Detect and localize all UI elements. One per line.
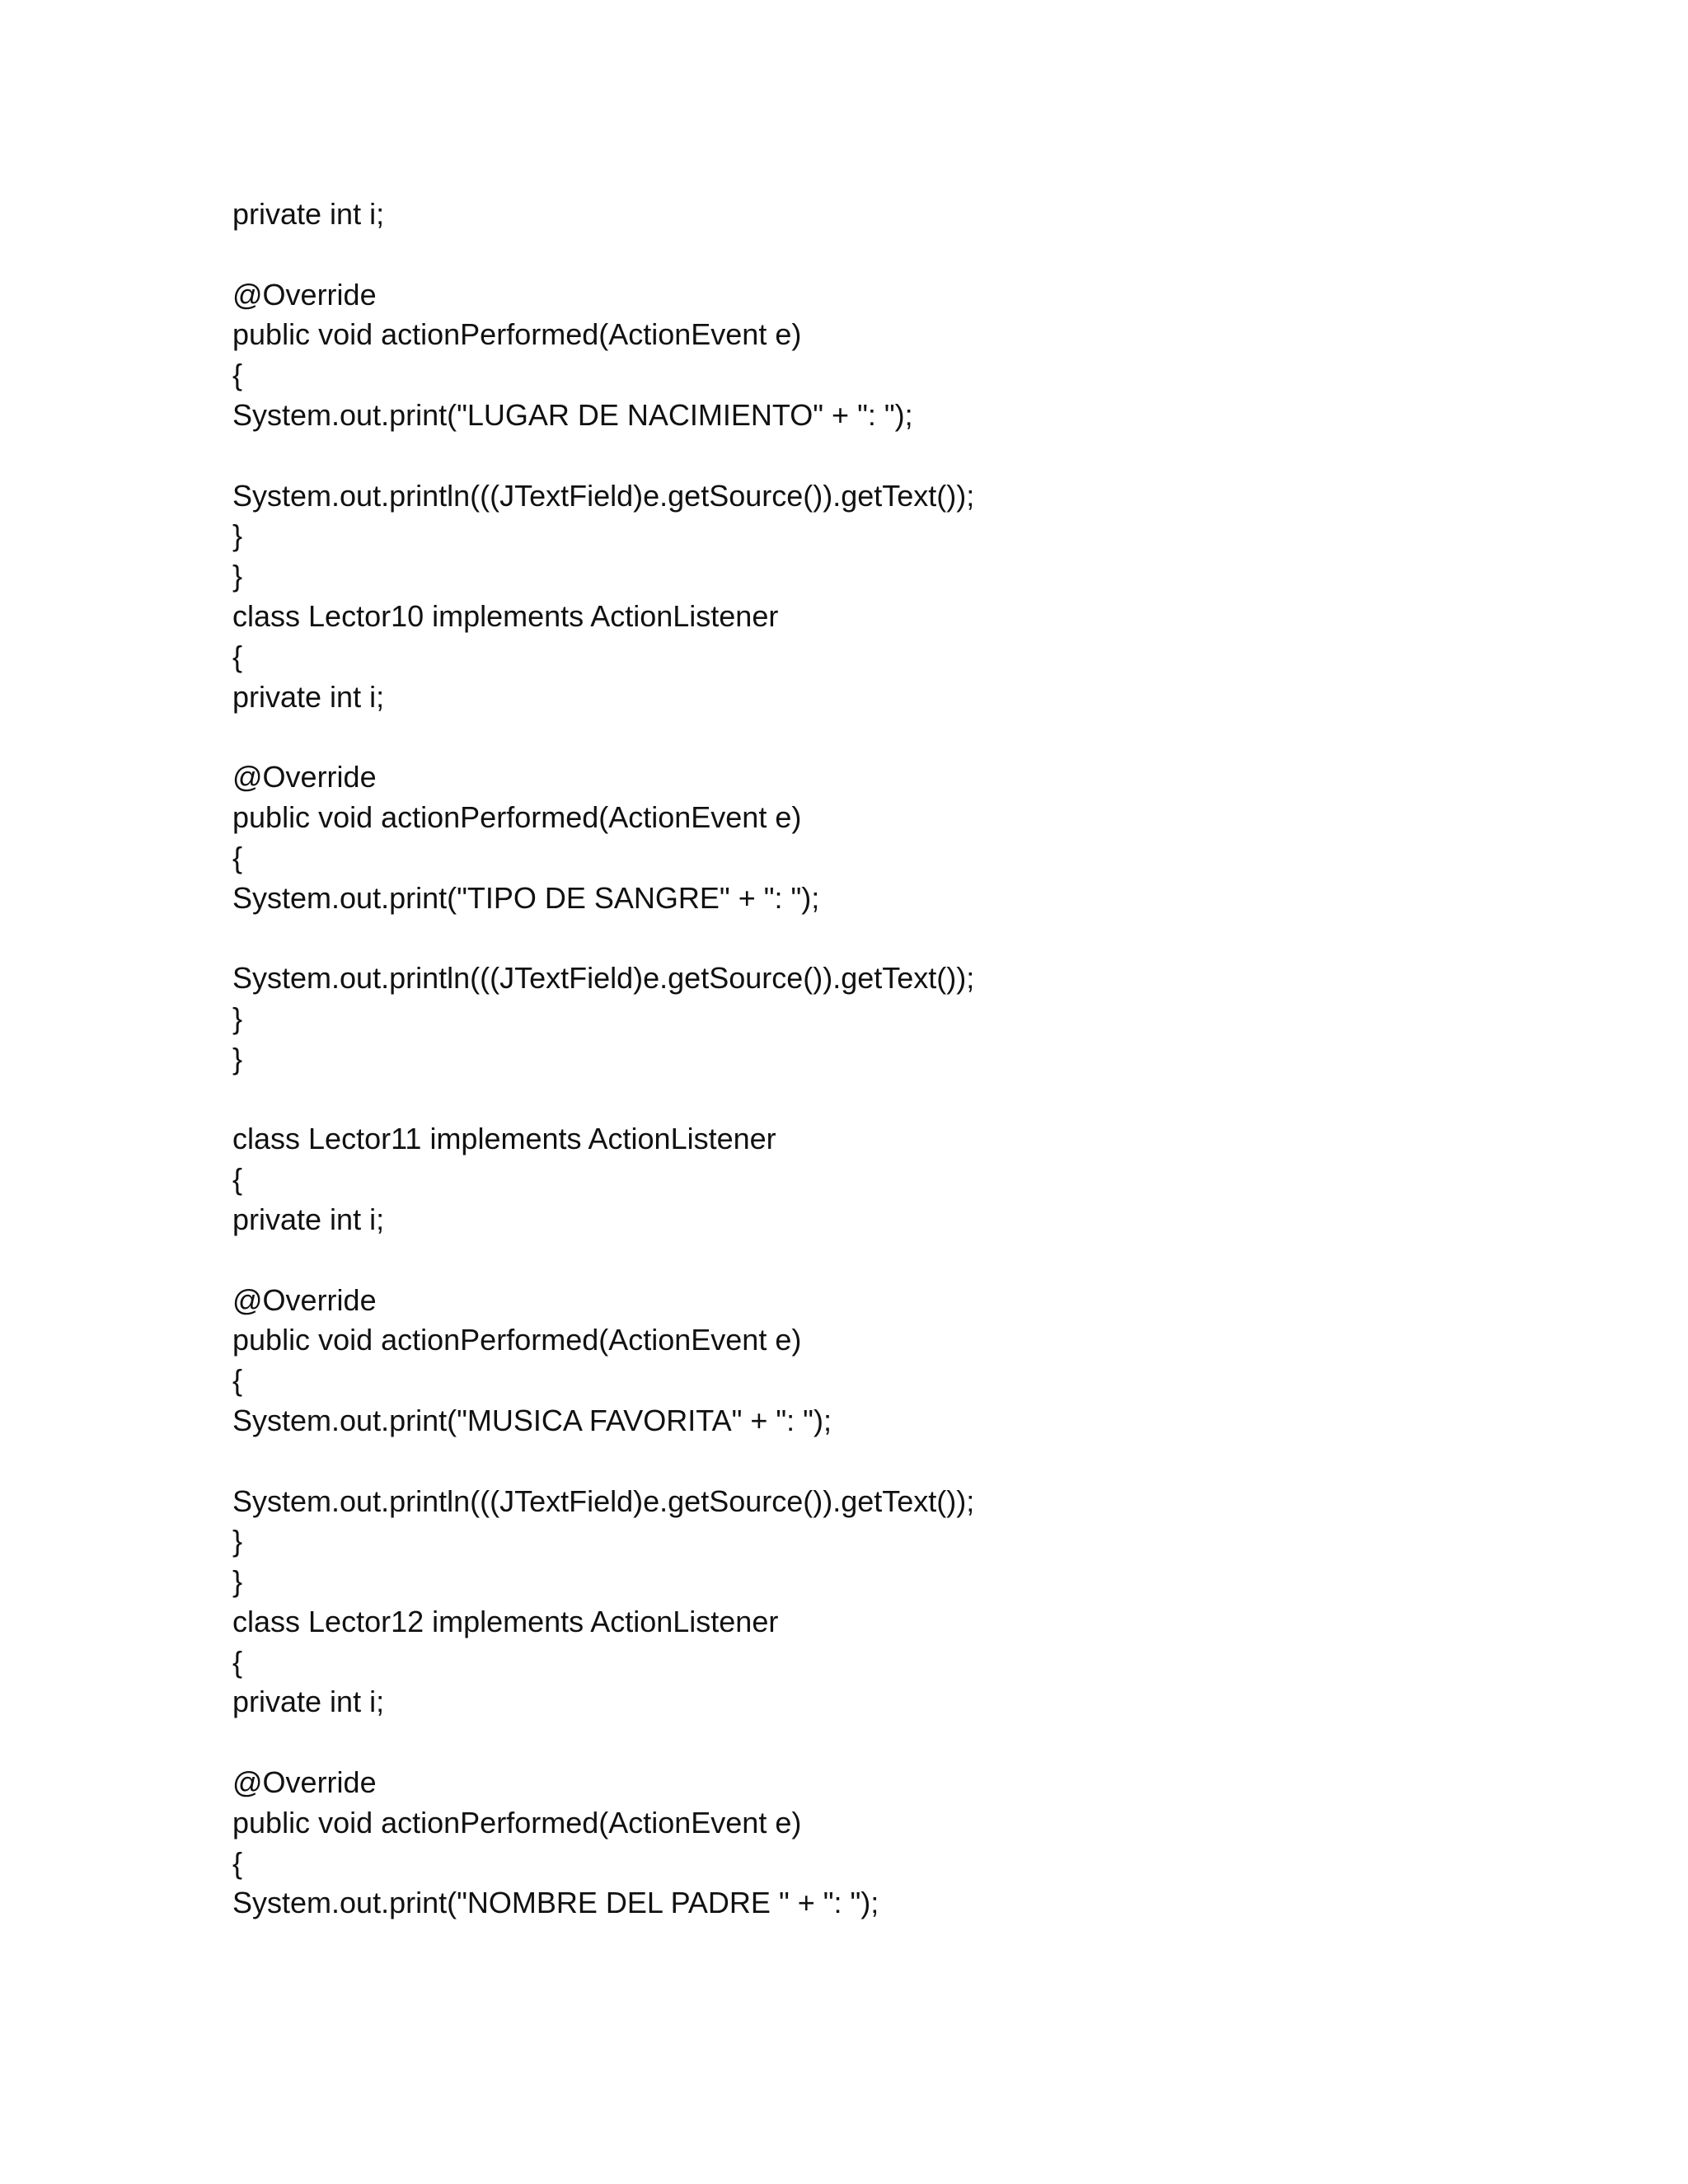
code-line: @Override — [232, 277, 377, 312]
code-line — [232, 1722, 1551, 1763]
code-line: private int i; — [232, 197, 385, 231]
code-line: public void actionPerformed(ActionEvent e) — [232, 317, 802, 352]
code-line: { — [232, 358, 243, 392]
code-line: System.out.print("MUSICA FAVORITA" + ": "); — [232, 1403, 832, 1437]
code-line: class Lector11 implements ActionListener — [232, 1122, 776, 1156]
code-line — [232, 235, 1551, 275]
code-line: System.out.println(((JTextField)e.getSource()).getText()); — [232, 1483, 975, 1518]
code-line: class Lector12 implements ActionListener — [232, 1604, 779, 1638]
code-line: public void actionPerformed(ActionEvent e) — [232, 1323, 802, 1357]
code-line: { — [232, 1644, 243, 1679]
code-line — [232, 717, 1551, 757]
code-line: { — [232, 1162, 243, 1197]
code-line — [232, 1240, 1551, 1281]
code-line: } — [232, 1564, 243, 1599]
code-line: { — [232, 1845, 243, 1880]
code-line: @Override — [232, 1282, 377, 1317]
code-line: @Override — [232, 1765, 377, 1800]
code-line: public void actionPerformed(ActionEvent e) — [232, 799, 802, 834]
code-line: System.out.println(((JTextField)e.getSource()).getText()); — [232, 478, 975, 513]
code-line: System.out.print("LUGAR DE NACIMIENTO" + ": "); — [232, 397, 913, 432]
code-line — [232, 918, 1551, 958]
code-line: System.out.print("NOMBRE DEL PADRE " + ": "); — [232, 1886, 879, 1920]
code-line: } — [232, 1524, 243, 1558]
code-line: private int i; — [232, 1202, 385, 1236]
code-line: } — [232, 1001, 243, 1035]
code-line — [232, 436, 1551, 476]
code-line: } — [232, 1041, 243, 1076]
code-line: private int i; — [232, 679, 385, 714]
code-line: { — [232, 1363, 243, 1398]
code-line — [232, 1441, 1551, 1482]
code-line: System.out.println(((JTextField)e.getSource()).getText()); — [232, 961, 975, 996]
code-line: private int i; — [232, 1685, 385, 1719]
code-line: } — [232, 559, 243, 593]
code-line: class Lector10 implements ActionListener — [232, 598, 779, 633]
code-listing — [232, 194, 1551, 1924]
code-line: { — [232, 840, 243, 874]
code-line — [232, 1080, 1551, 1120]
code-line: @Override — [232, 760, 377, 794]
code-line: } — [232, 518, 243, 553]
code-line: System.out.print("TIPO DE SANGRE" + ": "); — [232, 880, 820, 915]
code-line: { — [232, 639, 243, 673]
code-line: public void actionPerformed(ActionEvent e) — [232, 1805, 802, 1840]
